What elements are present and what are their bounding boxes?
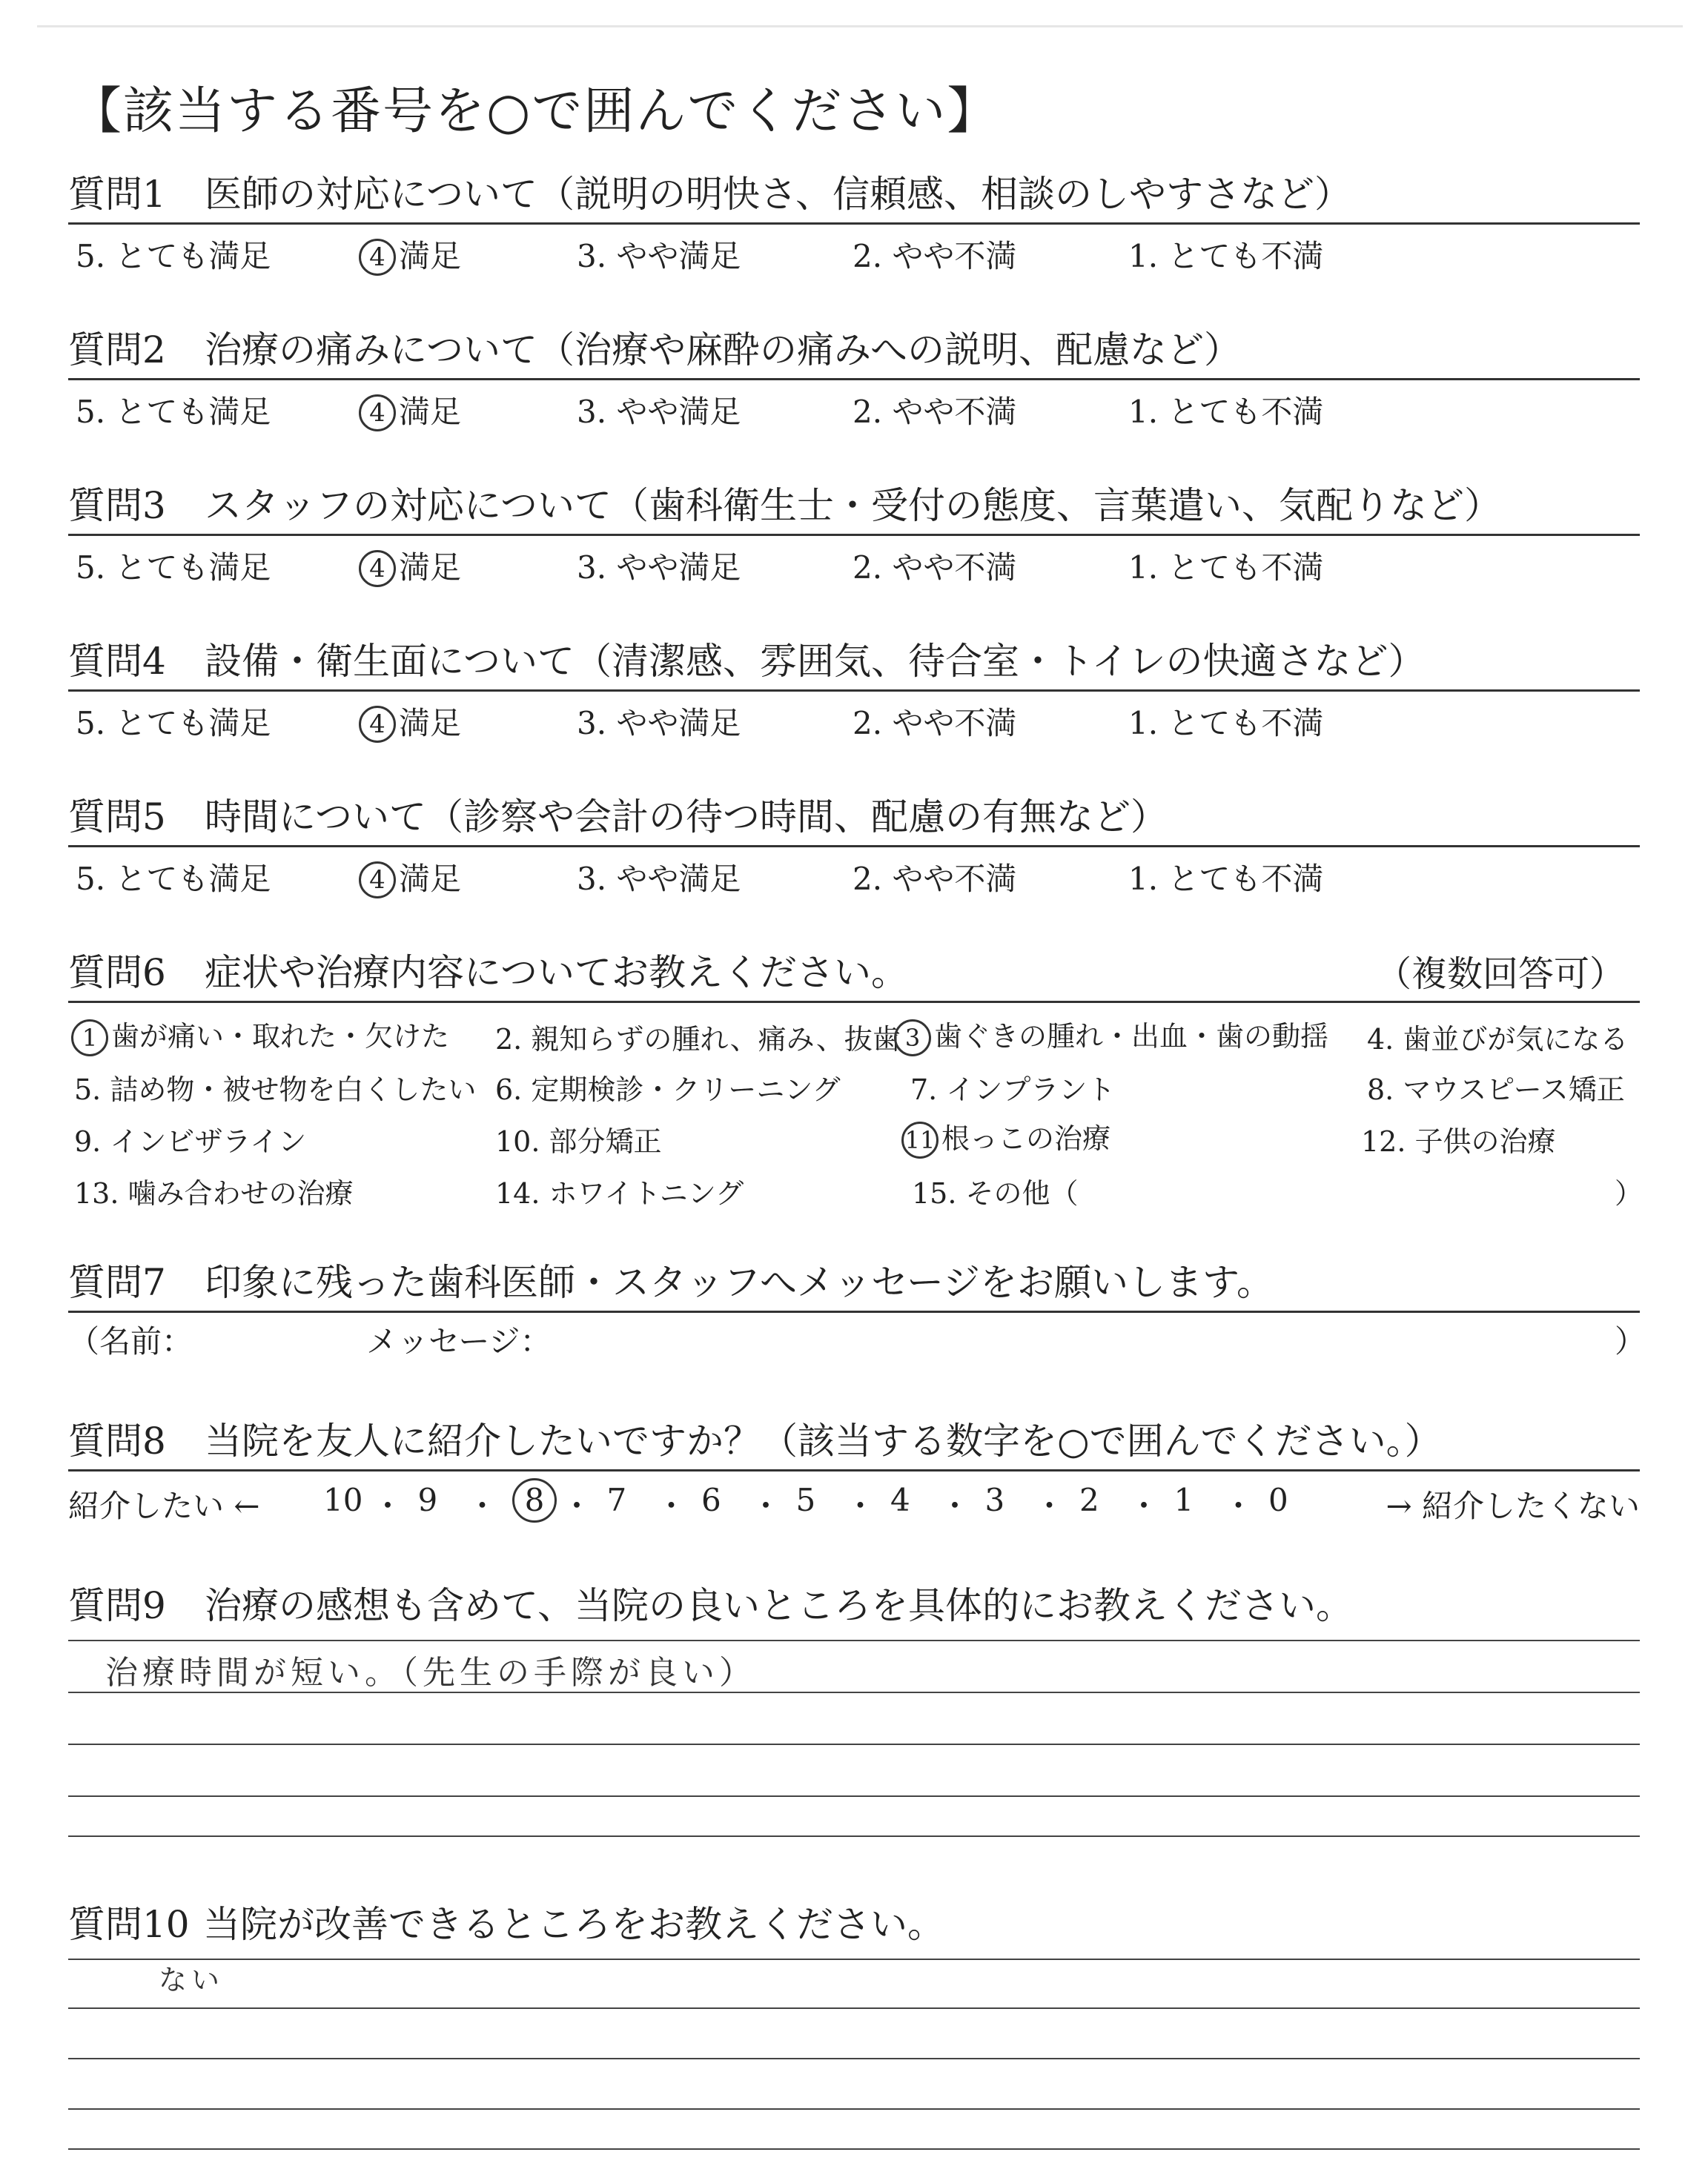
top-border [37, 25, 1683, 27]
close-paren: ） [1615, 1323, 1646, 1360]
option-5[interactable]: 5. とても満足 [76, 549, 271, 586]
answer-line [68, 1744, 1640, 1745]
answer-line [68, 1959, 1640, 1960]
recommend-right-label: → 紹介したくない [1386, 1488, 1640, 1524]
option-4-selected[interactable]: 4 満足 [359, 388, 461, 433]
question-text: 症状や治療内容についてお教えください。 [205, 951, 908, 994]
answer-line [68, 1640, 1640, 1641]
scale-separator: ・ [561, 1488, 593, 1524]
answer-lines[interactable] [68, 1953, 1640, 2175]
scale-separator: ・ [844, 1488, 876, 1524]
answer-line [68, 2108, 1640, 2110]
symptom-11-selected[interactable]: 11 根っこの治療 [901, 1116, 1110, 1159]
name-label[interactable]: （名前： [68, 1323, 193, 1360]
question-8 [68, 1404, 1640, 1531]
symptom-4[interactable]: 4. 歯並びが気になる [1367, 1023, 1629, 1056]
circle-mark: 4 [359, 239, 396, 276]
recommend-value-10[interactable]: 10 [323, 1482, 363, 1518]
option-2[interactable]: 2. やや不満 [853, 394, 1017, 430]
question-label: 質問4 [68, 640, 166, 683]
recommend-value-5[interactable]: 5 [795, 1482, 816, 1518]
question-label: 質問6 [68, 951, 166, 994]
question-label: 質問1 [68, 173, 166, 216]
symptom-6[interactable]: 6. 定期検診・クリーニング [495, 1073, 841, 1106]
multiple-answers-note: （複数回答可） [1375, 953, 1625, 995]
question-10 [68, 1887, 1640, 2175]
recommend-value-0[interactable]: 0 [1268, 1482, 1288, 1518]
option-4-selected[interactable]: 4 満足 [359, 543, 461, 589]
option-3[interactable]: 3. やや満足 [577, 238, 741, 274]
option-5[interactable]: 5. とても満足 [76, 394, 271, 430]
symptom-12[interactable]: 12. 子供の治療 [1361, 1125, 1556, 1158]
option-5[interactable]: 5. とても満足 [76, 238, 271, 274]
handwritten-answer: 治療時間が短い。（先生の手際が良い） [105, 1654, 756, 1692]
answer-line [68, 1835, 1640, 1837]
question-9 [68, 1569, 1640, 1841]
symptom-2[interactable]: 2. 親知らずの腫れ、痛み、抜歯 [495, 1023, 901, 1056]
scale-separator: ・ [1222, 1488, 1254, 1524]
option-3[interactable]: 3. やや満足 [577, 705, 741, 741]
question-label: 質問10 [68, 1903, 190, 1946]
option-1[interactable]: 1. とても不満 [1128, 705, 1324, 741]
answer-lines[interactable] [68, 1634, 1640, 1841]
question-text: 治療の感想も含めて、当院の良いところを具体的にお教えください。 [205, 1584, 1353, 1627]
recommend-value-4[interactable]: 4 [890, 1482, 910, 1518]
option-1[interactable]: 1. とても不満 [1128, 394, 1324, 430]
circle-mark: 4 [359, 706, 396, 743]
answer-line [68, 1795, 1640, 1797]
question-label: 質問7 [68, 1261, 166, 1304]
recommend-value-3[interactable]: 3 [984, 1482, 1005, 1518]
message-label[interactable]: メッセージ： [366, 1323, 552, 1360]
question-7 [68, 1245, 1646, 1360]
question-label: 質問2 [68, 328, 166, 371]
symptom-13[interactable]: 13. 噛み合わせの治療 [74, 1177, 354, 1210]
recommend-value-8-selected[interactable] [512, 1482, 557, 1523]
option-4-selected[interactable]: 4 満足 [359, 232, 461, 277]
answer-line [68, 2148, 1640, 2150]
recommend-left-label: 紹介したい ← [68, 1488, 260, 1524]
answer-line [68, 2007, 1640, 2009]
symptom-14[interactable]: 14. ホワイトニング [495, 1177, 744, 1210]
symptom-1-selected[interactable]: 1 歯が痛い・取れた・欠けた [71, 1013, 449, 1056]
message-fields [68, 1313, 1646, 1360]
other-close-paren: ） [1615, 1177, 1644, 1210]
question-text: スタッフの対応について（歯科衛生士・受付の態度、言葉遣い、気配りなど） [205, 484, 1501, 527]
question-label: 質問8 [68, 1420, 166, 1463]
symptom-9[interactable]: 9. インビザライン [74, 1125, 307, 1158]
recommend-value-6[interactable]: 6 [701, 1482, 721, 1518]
answer-line [68, 2058, 1640, 2059]
question-text: 当院が改善できるところをお教えください。 [203, 1903, 944, 1946]
option-5[interactable]: 5. とても満足 [76, 705, 271, 741]
recommend-scale [68, 1471, 1640, 1531]
circle-mark: 4 [359, 394, 396, 431]
symptom-options [68, 1003, 1644, 1218]
question-label: 質問9 [68, 1584, 166, 1627]
recommend-value-9[interactable]: 9 [417, 1482, 438, 1518]
option-2[interactable]: 2. やや不満 [853, 549, 1017, 586]
scale-separator: ・ [372, 1488, 404, 1524]
question-text: 治療の痛みについて（治療や麻酔の痛みへの説明、配慮など） [205, 328, 1241, 371]
option-3[interactable]: 3. やや満足 [577, 549, 741, 586]
question-2 [68, 313, 1640, 429]
question-text: 時間について（診察や会計の待つ時間、配慮の有無など） [205, 795, 1168, 838]
question-3 [68, 469, 1640, 585]
recommend-value-1[interactable]: 1 [1174, 1482, 1194, 1518]
question-1 [68, 157, 1640, 274]
handwritten-answer: ない [159, 1964, 225, 1996]
question-label: 質問3 [68, 484, 166, 527]
option-4-selected[interactable]: 4 満足 [359, 699, 461, 744]
option-1[interactable]: 1. とても不満 [1128, 861, 1324, 897]
option-3[interactable]: 3. やや満足 [577, 394, 741, 430]
symptom-3-selected[interactable]: 3 歯ぐきの腫れ・出血・歯の動揺 [894, 1013, 1328, 1056]
symptom-5[interactable]: 5. 詰め物・被せ物を白くしたい [74, 1073, 477, 1106]
recommend-value-2[interactable]: 2 [1079, 1482, 1099, 1518]
circle-mark: 8 [512, 1478, 557, 1523]
question-text: 設備・衛生面について（清潔感、雰囲気、待合室・トイレの快適さなど） [205, 640, 1426, 683]
scale-separator: ・ [466, 1488, 498, 1524]
option-4-selected[interactable]: 4 満足 [359, 855, 461, 900]
circle-mark: 4 [359, 861, 396, 898]
scale-separator: ・ [939, 1488, 971, 1524]
option-5[interactable]: 5. とても満足 [76, 861, 271, 897]
rating-options [68, 847, 1640, 896]
question-text: 医師の対応について（説明の明快さ、信頼感、相談のしやすさなど） [205, 173, 1351, 216]
option-3[interactable]: 3. やや満足 [577, 861, 741, 897]
question-text: 当院を友人に紹介したいですか？（該当する数字を○で囲んでください。） [205, 1420, 1442, 1463]
question-label: 質問5 [68, 795, 166, 838]
page-title: 【該当する番号を○で囲んでください】 [71, 82, 999, 141]
rating-options [68, 225, 1640, 274]
answer-line [68, 1692, 1640, 1693]
symptom-8[interactable]: 8. マウスピース矯正 [1367, 1073, 1625, 1106]
scale-separator: ・ [1033, 1488, 1065, 1524]
recommend-value-7[interactable]: 7 [606, 1482, 627, 1518]
option-2[interactable]: 2. やや不満 [853, 705, 1017, 741]
question-6 [68, 936, 1644, 1218]
option-1[interactable]: 1. とても不満 [1128, 238, 1324, 274]
option-2[interactable]: 2. やや不満 [853, 861, 1017, 897]
symptom-7[interactable]: 7. インプラント [910, 1073, 1116, 1106]
scale-separator: ・ [1128, 1488, 1160, 1524]
rating-options [68, 380, 1640, 429]
question-text: 印象に残った歯科医師・スタッフへメッセージをお願いします。 [205, 1261, 1274, 1304]
scale-separator: ・ [655, 1488, 687, 1524]
question-5 [68, 780, 1640, 896]
scale-separator: ・ [750, 1488, 782, 1524]
symptom-15-other[interactable]: 15. その他（ [912, 1177, 1079, 1210]
symptom-10[interactable]: 10. 部分矯正 [495, 1125, 662, 1158]
circle-mark: 4 [359, 550, 396, 587]
question-4 [68, 624, 1640, 741]
rating-options [68, 536, 1640, 585]
option-2[interactable]: 2. やや不満 [853, 238, 1017, 274]
rating-options [68, 692, 1640, 741]
option-1[interactable]: 1. とても不満 [1128, 549, 1324, 586]
